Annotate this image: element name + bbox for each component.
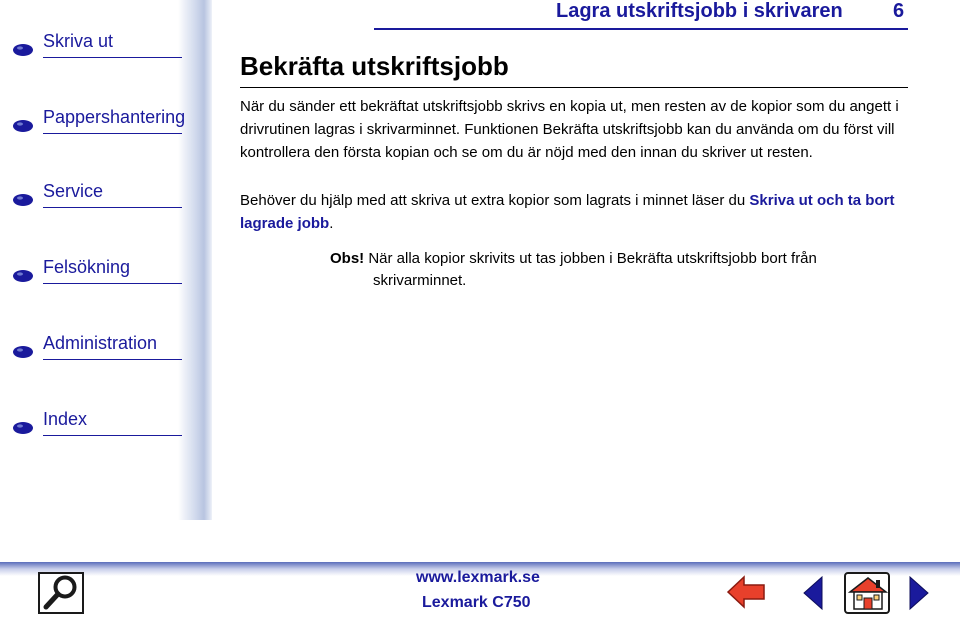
divider <box>43 283 182 284</box>
chapter-title: Lagra utskriftsjobb i skrivaren <box>556 0 843 22</box>
search-icon[interactable] <box>38 572 86 614</box>
sidebar-item-label: Administration <box>43 333 158 353</box>
divider <box>43 359 182 360</box>
footer-website-link[interactable]: www.lexmark.se <box>416 569 540 586</box>
divider <box>43 133 182 134</box>
body-paragraph: När du sänder ett bekräftat utskriftsjobb skrivs en kopia ut, men resten av de kopior som du angett i drivrutinen lagras i skrivarminnet. Funktionen Bekräfta utskriftsjobb kan du använda om du först vill kontrollera den första kopian och se om du är nöjd med den innan du skriver ut resten. <box>240 98 899 161</box>
bullet-icon <box>12 193 34 207</box>
bullet-icon <box>12 119 34 133</box>
title-divider <box>240 87 908 88</box>
sidebar <box>0 0 212 520</box>
home-icon[interactable] <box>844 572 892 614</box>
paragraph-text: . <box>329 215 334 232</box>
sidebar-item-label: Service <box>43 181 104 201</box>
note <box>330 248 910 292</box>
sidebar-item-administration[interactable] <box>12 333 182 363</box>
sidebar-item-service[interactable] <box>12 181 182 211</box>
bullet-icon <box>12 43 34 57</box>
note-label: Obs! <box>330 250 365 267</box>
body-paragraph-help <box>240 189 910 235</box>
divider <box>43 207 182 208</box>
sidebar-item-label: Skriva ut <box>43 31 114 51</box>
sidebar-item-skriva-ut[interactable] <box>12 31 182 61</box>
header-divider <box>374 28 908 30</box>
bullet-icon <box>12 421 34 435</box>
divider <box>43 57 182 58</box>
page-number: 6 <box>893 0 905 22</box>
sidebar-item-pappershantering[interactable] <box>12 107 186 137</box>
footer-model: Lexmark C750 <box>422 594 531 611</box>
sidebar-item-label: Felsökning <box>43 257 131 277</box>
link-skriva-ut-och-ta-bort-lagrade-jobb[interactable]: Skriva ut och ta bort lagrade jobb <box>240 192 895 232</box>
bullet-icon <box>12 269 34 283</box>
note-body <box>330 248 910 292</box>
bullet-icon <box>12 345 34 359</box>
sidebar-item-label: Pappershantering <box>43 107 186 127</box>
page-title: Bekräfta utskriftsjobb <box>240 51 509 81</box>
note-text: När alla kopior skrivits ut tas jobben i Bekräfta utskriftsjobb bort från skrivarminnet. <box>364 250 817 289</box>
sidebar-item-index[interactable] <box>12 409 182 439</box>
paragraph-text: Behöver du hjälp med att skriva ut extra kopior som lagrats i minnet läser du <box>240 192 750 209</box>
divider <box>43 435 182 436</box>
back-arrow-icon[interactable] <box>726 574 766 610</box>
sidebar-item-felsokning[interactable] <box>12 257 182 287</box>
sidebar-item-label: Index <box>43 409 88 429</box>
previous-page-icon[interactable] <box>800 575 826 611</box>
next-page-icon[interactable] <box>906 575 932 611</box>
